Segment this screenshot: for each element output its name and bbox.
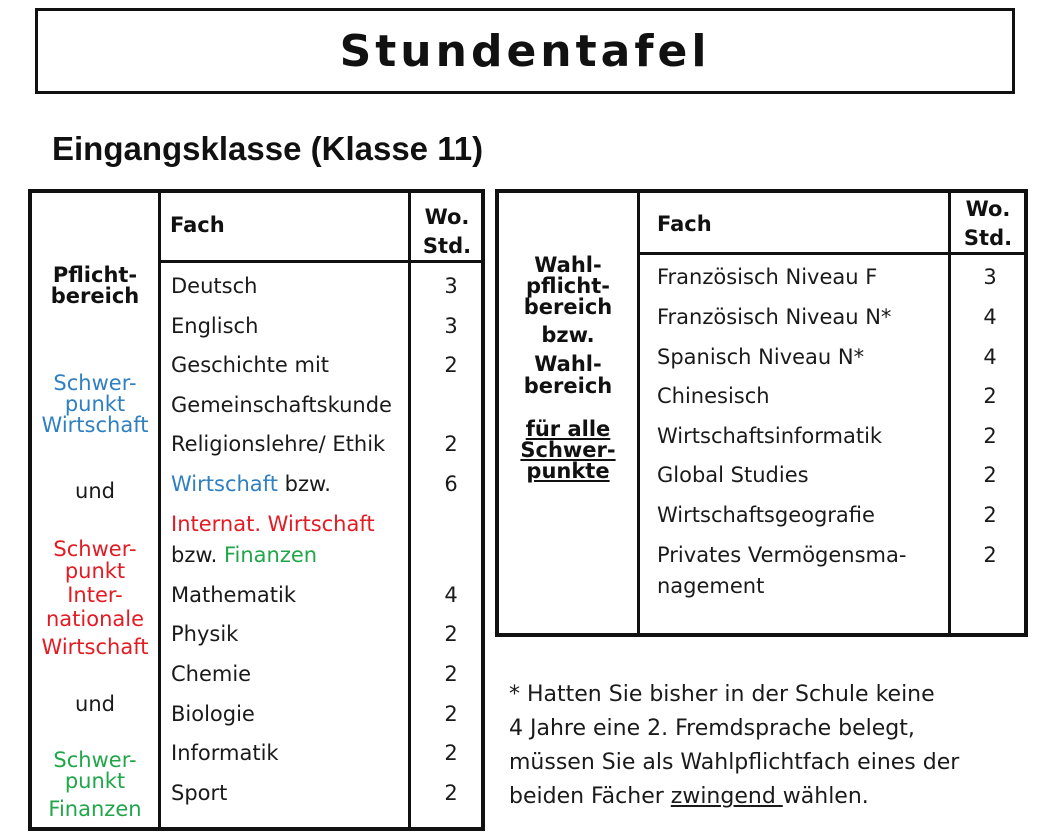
wahl-row-3-fach: Spanisch Niveau N* — [657, 345, 865, 369]
hours-religion: 2 — [444, 432, 458, 456]
left-header-std-line-1: Wo. — [424, 205, 470, 229]
side-schwer-iw-line-5: Wirtschaft — [41, 635, 149, 659]
wahl-row-1-fach: Französisch Niveau F — [657, 265, 878, 289]
side-schwerpunkt-finanzen — [32, 750, 158, 826]
side-wahlpflichtbereich — [499, 255, 637, 482]
wahl-row-6-fach: Global Studies — [657, 463, 809, 487]
footnote-line-4 — [509, 780, 1029, 814]
hours-englisch: 3 — [444, 314, 458, 338]
side-und-2: und — [75, 692, 115, 716]
wahl-row-8-fach: Privates Vermögensma- — [657, 543, 907, 567]
wahl-row-8-std: 2 — [983, 543, 997, 567]
hours-biologie: 2 — [444, 702, 458, 726]
wahl-row-4-std: 2 — [983, 384, 997, 408]
footnote — [509, 678, 1029, 814]
side-pflicht-line-1: Pflicht- — [52, 263, 138, 287]
side-schwerpunkt-internationale-wirtschaft — [32, 538, 158, 664]
hours-sport: 2 — [444, 781, 458, 805]
hours-geschichte: 2 — [444, 353, 458, 377]
side-wahl-line-2: pflicht- — [526, 274, 610, 298]
hours-deutsch: 3 — [444, 274, 458, 298]
subject-geschichte-line-2: Gemeinschaftskunde — [171, 393, 392, 417]
left-header-fach: Fach — [170, 213, 225, 237]
wahl-row-6-std: 2 — [983, 463, 997, 487]
right-header-std — [952, 195, 1024, 253]
subject-chemie: Chemie — [171, 662, 252, 686]
subject-physik: Physik — [171, 622, 239, 646]
side-wahl-line-6: bereich — [523, 374, 613, 398]
wahl-row-2-fach: Französisch Niveau N* — [657, 305, 892, 329]
wahl-row-4-fach: Chinesisch — [657, 384, 770, 408]
subject-wirtschaft — [171, 471, 331, 497]
wahl-row-8-fach-line-2: nagement — [657, 574, 765, 598]
subject-religion: Religionslehre/ Ethik — [171, 432, 386, 456]
page-title: Stundentafel — [339, 25, 711, 77]
subject-bzw-2: bzw. — [171, 543, 224, 567]
side-schwerpunkt-wirtschaft — [32, 373, 158, 436]
side-wahl-line-5: Wahl- — [534, 352, 602, 376]
side-pflicht-line-2: bereich — [50, 284, 140, 308]
side-schwer-iw-line-1: Schwer- — [53, 537, 137, 561]
right-header-std-line-2: Std. — [963, 226, 1013, 250]
footnote-line-4-a: beiden Fächer — [509, 784, 671, 809]
side-pflichtbereich — [32, 265, 158, 307]
side-schwer-iw-line-2: punkt — [64, 559, 126, 583]
footnote-line-3: müssen Sie als Wahlpflichtfach eines der — [509, 750, 960, 775]
wahl-row-5-std: 2 — [983, 424, 997, 448]
subject-sport: Sport — [171, 781, 228, 805]
subject-finanzen — [171, 542, 317, 568]
right-header-fach: Fach — [657, 212, 712, 236]
subject-informatik: Informatik — [171, 741, 279, 765]
left-table-divider-1 — [158, 193, 161, 827]
subject-englisch: Englisch — [171, 314, 259, 338]
side-wahl-spacer — [499, 397, 637, 419]
subject-mathematik: Mathematik — [171, 583, 297, 607]
hours-informatik: 2 — [444, 741, 458, 765]
right-table-divider-1 — [637, 193, 640, 633]
side-wahl-line-1: Wahl- — [534, 253, 602, 277]
subject-bzw-1: bzw. — [277, 472, 331, 496]
subject-wirtschaft-label: Wirtschaft — [171, 472, 278, 496]
title-box — [35, 8, 1015, 94]
footnote-line-1: * Hatten Sie bisher in der Schule keine — [509, 682, 935, 707]
subject-finanzen-label: Finanzen — [223, 543, 318, 567]
subject-deutsch: Deutsch — [171, 274, 258, 298]
side-und-1: und — [75, 479, 115, 503]
side-wahl-line-9: punkte — [526, 459, 610, 483]
right-header-std-line-1: Wo. — [965, 197, 1011, 221]
wahl-row-1-std: 3 — [983, 265, 997, 289]
subject-internat-wirtschaft: Internat. Wirtschaft — [171, 512, 375, 536]
side-wahl-line-8: Schwer- — [520, 438, 616, 462]
wahl-row-7-fach: Wirtschaftsgeografie — [657, 503, 875, 527]
side-schwer-f-line-3: Finanzen — [48, 797, 142, 821]
hours-physik: 2 — [444, 622, 458, 646]
side-schwer-f-line-2: punkt — [64, 769, 126, 793]
side-wahl-line-3: bereich — [523, 295, 613, 319]
left-table — [28, 189, 485, 831]
section-heading: Eingangsklasse (Klasse 11) — [52, 130, 484, 167]
footnote-line-4-c: wählen. — [782, 784, 869, 809]
wahl-row-5-fach: Wirtschaftsinformatik — [657, 424, 883, 448]
side-schwer-w-line-3: Wirtschaft — [41, 413, 149, 437]
side-schwer-w-line-2: punkt — [64, 392, 126, 416]
wahl-row-7-std: 2 — [983, 503, 997, 527]
subject-biologie: Biologie — [171, 702, 255, 726]
hours-chemie: 2 — [444, 662, 458, 686]
right-table-divider-2 — [948, 193, 951, 633]
left-table-divider-2 — [408, 193, 411, 827]
left-header-std-line-2: Std. — [422, 234, 472, 258]
subject-geschichte-line-1: Geschichte mit — [171, 353, 330, 377]
hours-wirtschaft: 6 — [444, 472, 458, 496]
side-schwer-f-line-1: Schwer- — [53, 748, 137, 772]
side-schwer-iw-line-3: Inter- — [67, 583, 123, 607]
wahl-row-2-std: 4 — [983, 305, 997, 329]
left-header-std — [412, 203, 482, 261]
hours-mathematik: 4 — [444, 583, 458, 607]
footnote-zwingend: zwingend — [670, 784, 783, 809]
wahl-row-3-std: 4 — [983, 345, 997, 369]
side-wahl-line-4: bzw. — [541, 323, 595, 347]
side-wahl-line-7: für alle — [525, 417, 611, 441]
side-schwer-iw-line-4: nationale — [45, 607, 145, 631]
side-schwer-w-line-1: Schwer- — [53, 371, 137, 395]
right-table — [495, 189, 1028, 637]
footnote-line-2: 4 Jahre eine 2. Fremdsprache belegt, — [509, 716, 915, 741]
